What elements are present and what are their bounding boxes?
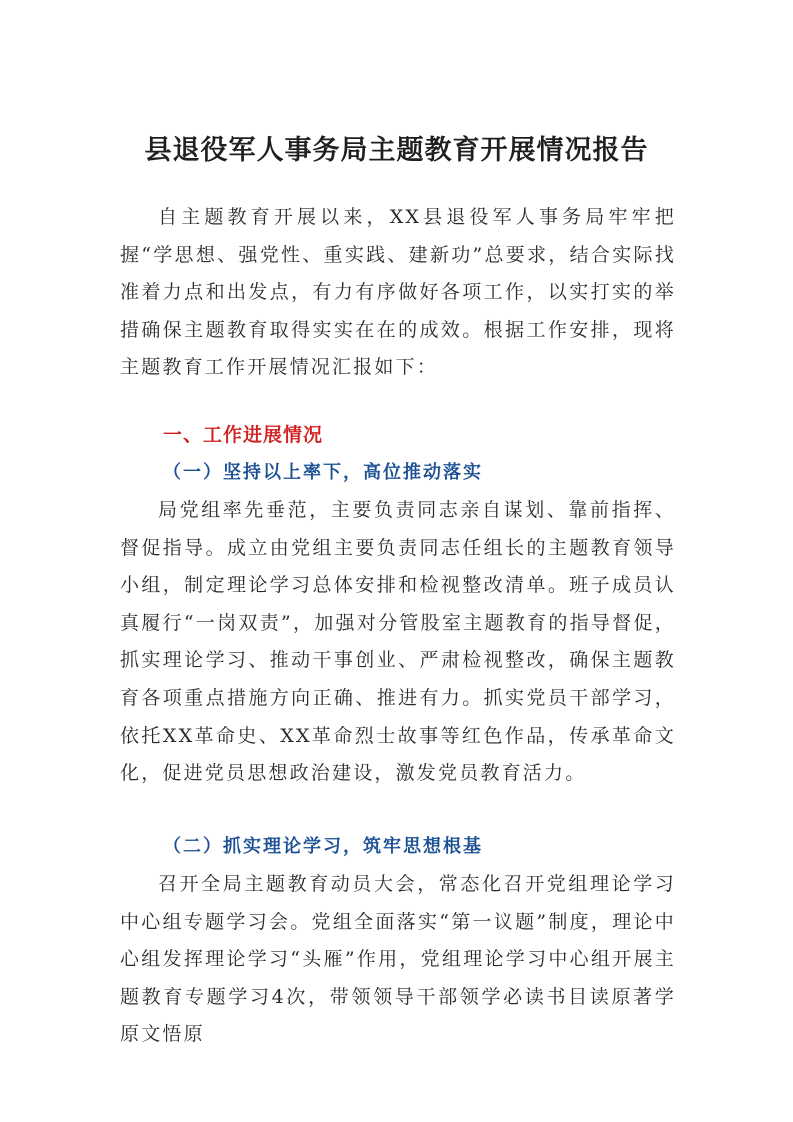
subsection-heading-1: （一）坚持以上率下，高位推动落实 — [163, 462, 483, 483]
subsection-2-paragraph: 召开全局主题教育动员大会，常态化召开党组理论学习中心组专题学习会。党组全面落实“第一议题”制度，理论中心组发挥理论学习“头雁”作用，党组理论学习中心组开展主题教育专题学习4次，带领领导干部领学必读书目读原著学原文悟原 — [120, 873, 676, 1046]
subsection-1-paragraph: 局党组率先垂范，主要负责同志亲自谋划、靠前指挥、督促指导。成立由党组主要负责同志任组长的主题教育领导小组，制定理论学习总体安排和检视整改清单。班子成员认真履行“一岗双责”，加强对分管股室主题教育的指导督促，抓实理论学习、推动干事创业、严肃检视整改，确保主题教育各项重点措施方向正确、推进有力。抓实党员干部学习，依托XX革命史、XX革命烈士故事等红色作品，传承革命文化，促进党员思想政治建设，激发党员教育活力。 — [120, 499, 676, 785]
section-heading-progress: 一、工作进展情况 — [163, 424, 324, 446]
subsection-heading-2: （二）抓实理论学习，筑牢思想根基 — [163, 836, 483, 857]
intro-paragraph: 自主题教育开展以来，XX县退役军人事务局牢牢把握“学思想、强党性、重实践、建新功”总要求，结合实际找准着力点和出发点，有力有序做好各项工作，以实打实的举措确保主题教育取得实实在在的成效。根据工作安排，现将主题教育工作开展情况汇报如下： — [120, 206, 676, 379]
document-title: 县退役军人事务局主题教育开展情况报告 — [144, 135, 649, 166]
